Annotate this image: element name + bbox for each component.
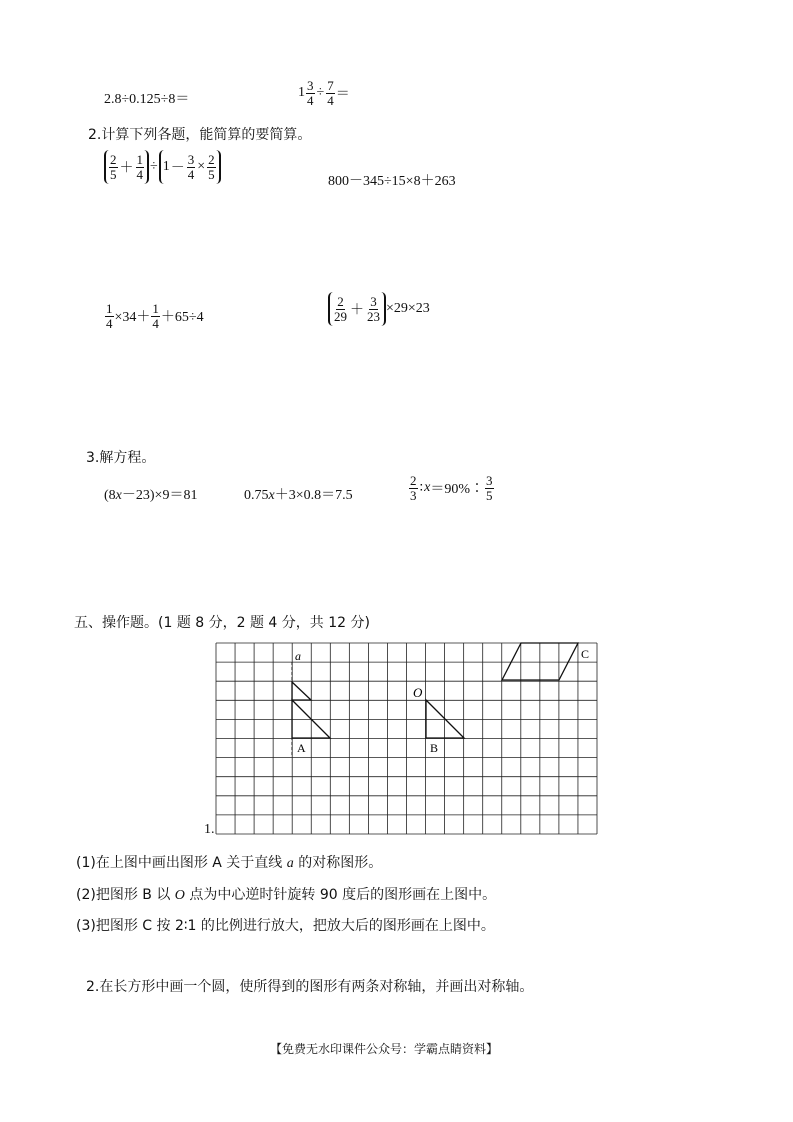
numerator: 3	[187, 151, 195, 167]
operator: ÷	[316, 85, 325, 101]
operator: ∶	[419, 480, 424, 496]
expression-part: ＋65÷4	[160, 310, 204, 326]
denominator: 29	[334, 308, 347, 324]
shape-a	[292, 682, 311, 700]
denominator: 4	[106, 315, 113, 331]
label-shape-c: C	[581, 647, 590, 661]
item-text: (2)把图形 B 以	[76, 887, 175, 903]
denominator: 5	[208, 166, 215, 182]
equation-part: ＋3×0.8＝7.5	[274, 488, 353, 503]
expression-part: ×29×23	[386, 301, 430, 316]
numerator: 2	[110, 151, 117, 167]
numerator: 1	[136, 151, 143, 167]
denominator: 5	[110, 166, 117, 182]
denominator: 4	[307, 92, 314, 108]
operator: ＋	[350, 303, 364, 318]
operation-item-2	[76, 884, 496, 904]
operator: ÷	[150, 159, 158, 174]
label-a: a	[295, 649, 301, 663]
operator: ×	[197, 159, 206, 174]
footer-note: 【免费无水印课件公众号：学霸点睛资料】	[270, 1042, 499, 1056]
operation-item-1	[76, 852, 382, 872]
label-shape-b: B	[430, 741, 439, 755]
item-text: 点为中心逆时针旋转 90 度后的图形画在上图中。	[184, 887, 497, 903]
item-text: (1)在上图中画出图形 A 关于直线	[76, 855, 287, 871]
item-text: 的对称图形。	[293, 855, 383, 871]
operation-question-2: 2.在长方形中画一个圆，使所得到的图形有两条对称轴，并画出对称轴。	[86, 979, 534, 995]
variable: x	[268, 488, 275, 503]
operator: ＋	[119, 161, 134, 176]
q3-title: 3.解方程。	[86, 450, 156, 466]
number: 1	[162, 159, 170, 174]
numerator: 2	[337, 293, 344, 309]
numerator: 7	[327, 78, 334, 93]
numerator: 1	[152, 301, 159, 316]
label-shape-a: A	[297, 741, 306, 755]
equation-part: (8	[104, 488, 116, 503]
denominator: 23	[367, 308, 380, 324]
denominator: 4	[187, 166, 195, 182]
numerator: 3	[486, 473, 493, 488]
denominator: 3	[410, 487, 417, 503]
q2-expression-2: 800－345÷15×8＋263	[328, 174, 456, 189]
mixed-whole: 1	[298, 85, 305, 101]
operator: －	[170, 161, 185, 176]
expression-part: ×34＋	[114, 310, 151, 326]
denominator: 4	[152, 315, 159, 331]
variable: a	[286, 856, 294, 871]
numerator: 3	[307, 78, 314, 93]
variable: x	[115, 488, 122, 503]
variable: O	[174, 888, 185, 903]
section5-title: 五、操作题。(1 题 8 分，2 题 4 分，共 12 分)	[74, 615, 370, 631]
equals: ＝	[335, 87, 350, 103]
numerator: 2	[410, 473, 417, 488]
equation-part: ＝90%∶	[430, 482, 485, 498]
numerator: 3	[370, 293, 377, 309]
denominator: 4	[327, 92, 334, 108]
label-o: O	[413, 685, 423, 700]
numerator: 2	[208, 151, 215, 167]
grid-lines	[216, 643, 597, 834]
variable: x	[424, 480, 431, 496]
numerator: 1	[106, 301, 113, 316]
operation-item-3: (3)把图形 C 按 2∶1 的比例进行放大，把放大后的图形画在上图中。	[76, 918, 495, 934]
q2-title: 2.计算下列各题，能简算的要简算。	[88, 127, 312, 143]
equation-part: 0.75	[244, 488, 269, 503]
grid-number: 1.	[204, 822, 215, 837]
denominator: 4	[136, 166, 143, 182]
equation-part: －23)×9＝81	[121, 488, 198, 503]
q1-expr-a-text: 2.8÷0.125÷8＝	[104, 92, 190, 107]
denominator: 5	[486, 487, 493, 503]
